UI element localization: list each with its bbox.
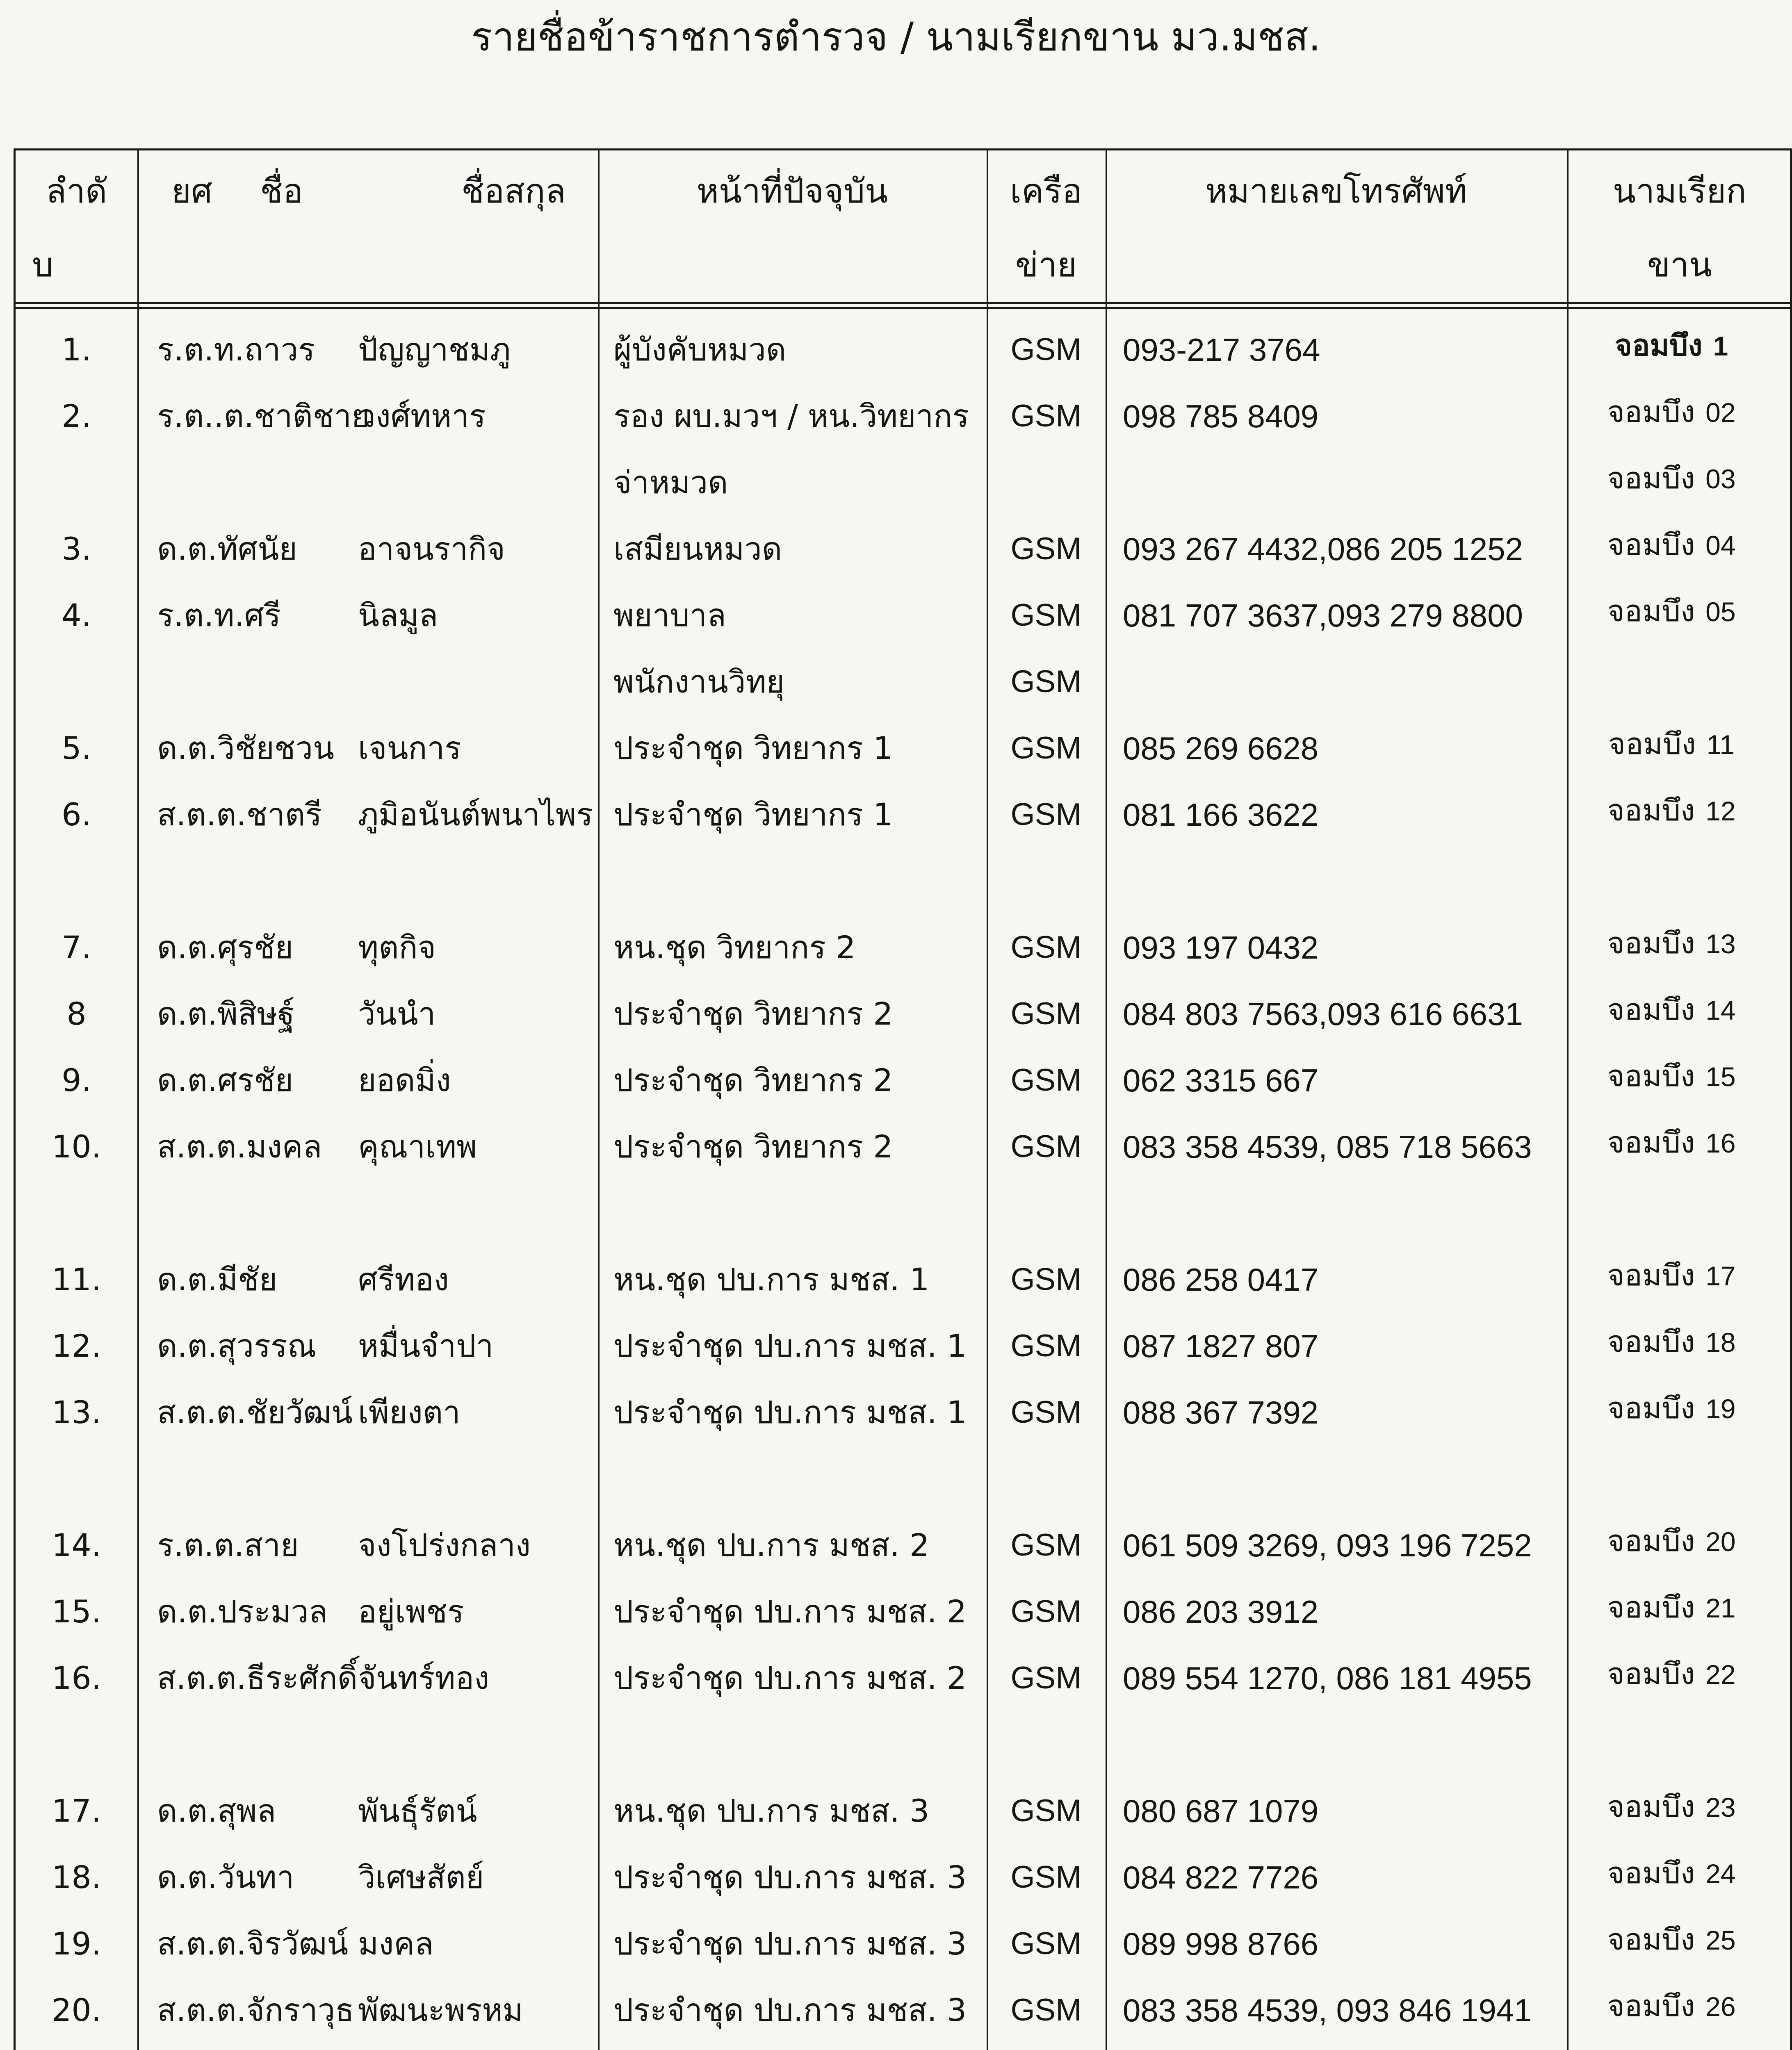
table-row — [16, 1578, 1790, 1645]
duty: ประจำชุด วิทยากร 1 — [613, 730, 893, 766]
callsign-word: จอมบึง — [1607, 461, 1695, 495]
header-callsign-line2: ขาน — [1647, 246, 1712, 285]
network: GSM — [1010, 731, 1082, 765]
callsign-number: 11 — [1706, 729, 1735, 760]
header-callsign-line1: นามเรียก — [1613, 172, 1746, 211]
phone-number: 081 166 3622 — [1123, 797, 1319, 833]
phone-number: 093 267 4432,086 205 1252 — [1123, 531, 1523, 567]
duty: หน.ชุด ปบ.การ มชส. 3 — [613, 1793, 930, 1829]
last-name: จงโปร่งกลาง — [358, 1527, 531, 1563]
row-number — [16, 649, 137, 715]
phone-number: 080 687 1079 — [1123, 1793, 1319, 1829]
callsign — [1567, 1578, 1776, 1645]
network: GSM — [1010, 1993, 1082, 2027]
header-order-line2: บ — [32, 246, 54, 285]
rank-first-name: ส.ต.ต.ชาตรี — [157, 796, 322, 833]
network: GSM — [1010, 332, 1082, 367]
callsign-word: จอมบึง — [1607, 527, 1695, 562]
callsign-word: จอมบึง — [1607, 1125, 1695, 1159]
callsign-word: จอมบึง — [1607, 1590, 1695, 1624]
row-number: 5. — [62, 730, 91, 766]
callsign-number: 02 — [1705, 397, 1736, 428]
callsign-word: จอมบึง — [1607, 394, 1695, 429]
row-number: 9. — [62, 1062, 91, 1098]
table-row — [16, 649, 1790, 715]
phone-number: 084 803 7563,093 616 6631 — [1123, 996, 1523, 1032]
network: GSM — [1010, 996, 1082, 1031]
duty: รอง ผบ.มวฯ / หน.วิทยากร — [613, 398, 969, 434]
last-name: ยอดมิ่ง — [358, 1062, 451, 1098]
row-number: 13. — [52, 1394, 101, 1430]
duty: พยาบาล — [613, 597, 726, 633]
rank-first-name: ด.ต.มีชัย — [157, 1261, 278, 1298]
callsign — [1567, 1512, 1776, 1578]
row-number — [16, 449, 137, 516]
callsign-number: 26 — [1705, 1991, 1736, 2022]
duty: ประจำชุด ปบ.การ มชส. 2 — [613, 1593, 967, 1630]
last-name: วันนำ — [358, 995, 436, 1032]
row-number: 16. — [52, 1660, 101, 1696]
network: GSM — [1010, 1063, 1082, 1098]
row-number: 8 — [66, 995, 87, 1032]
callsign-word: จอมบึง — [1607, 1059, 1695, 1093]
phone-number: 081 707 3637,093 279 8800 — [1123, 597, 1523, 633]
network: GSM — [1010, 1926, 1082, 1961]
rank-first-name: ส.ต.ต.จักราวุธ — [157, 1992, 354, 2028]
callsign — [1567, 914, 1776, 981]
callsign-word: จอมบึง — [1607, 594, 1695, 628]
rank-first-name: ด.ต.ประมวล — [157, 1593, 328, 1630]
callsign — [1567, 1911, 1776, 1977]
table-row — [16, 317, 1790, 383]
last-name: พัฒนะพรหม — [358, 1992, 523, 2028]
callsign-word: จอมบึง — [1614, 328, 1703, 362]
network: GSM — [1010, 598, 1082, 633]
phone-number: 087 1827 807 — [1123, 1328, 1319, 1364]
network: GSM — [1010, 399, 1082, 433]
network: GSM — [1010, 1528, 1082, 1563]
callsign-number: 21 — [1705, 1593, 1736, 1623]
header-order-line1: ลำดั — [46, 172, 107, 211]
last-name: มงคล — [358, 1925, 434, 1962]
rank-first-name: ด.ต.สุวรรณ — [157, 1328, 317, 1364]
callsign — [1567, 449, 1776, 516]
callsign-word: จอมบึง — [1607, 1524, 1695, 1558]
row-number: 17. — [52, 1793, 101, 1829]
callsign-number: 14 — [1705, 995, 1736, 1025]
last-name: อยู่เพชร — [358, 1593, 464, 1630]
row-number: 10. — [52, 1128, 101, 1165]
callsign-word: จอมบึง — [1607, 793, 1695, 827]
callsign — [1567, 383, 1776, 449]
duty: ประจำชุด วิทยากร 2 — [613, 1062, 893, 1098]
callsign-number: 17 — [1705, 1261, 1736, 1291]
callsign-number: 20 — [1705, 1526, 1736, 1557]
rank-first-name: ร.ต..ต.ชาติชาย — [157, 398, 370, 434]
row-number: 12. — [52, 1328, 101, 1364]
callsign-word: จอมบึง — [1607, 926, 1695, 960]
callsign-word: จอมบึง — [1607, 1258, 1695, 1292]
callsign-number: 12 — [1705, 796, 1736, 826]
callsign — [1567, 1379, 1776, 1446]
row-number: 14. — [52, 1527, 101, 1563]
last-name — [358, 649, 604, 715]
row-number: 11. — [52, 1261, 101, 1298]
callsign — [1567, 781, 1776, 848]
network: GSM — [1010, 1328, 1082, 1363]
last-name: ปัญญาชมภู — [358, 331, 511, 368]
header-last: ชื่อสกุล — [461, 172, 566, 211]
header-divider — [16, 302, 1790, 304]
network: GSM — [1010, 930, 1082, 965]
row-number: 2. — [62, 398, 91, 434]
duty: เสมียนหมวด — [613, 531, 782, 567]
callsign — [1567, 1246, 1776, 1313]
callsign-word: จอมบึง — [1607, 1922, 1695, 1957]
row-number: 7. — [62, 929, 91, 966]
network: GSM — [1010, 1129, 1082, 1164]
phone-number: 085 269 6628 — [1123, 730, 1319, 766]
network: GSM — [1010, 1660, 1082, 1695]
rank-first-name: ร.ต.ท.ถาวร — [157, 331, 315, 368]
network: GSM — [1010, 797, 1082, 832]
phone-number: 086 203 3912 — [1123, 1594, 1319, 1630]
rank-first-name: ส.ต.ต.จิรวัฒน์ — [157, 1925, 349, 1962]
duty: หน.ชุด วิทยากร 2 — [613, 929, 856, 966]
duty: ประจำชุด ปบ.การ มชส. 3 — [613, 1925, 967, 1962]
last-name: นิลมูล — [358, 597, 438, 633]
table-row — [16, 914, 1790, 981]
callsign-word: จอมบึง — [1607, 992, 1695, 1027]
callsign — [1567, 317, 1776, 383]
last-name: คุณาเทพ — [358, 1128, 477, 1165]
duty: ประจำชุด ปบ.การ มชส. 3 — [613, 1992, 967, 2028]
callsign-word: จอมบึง — [1607, 1391, 1695, 1425]
phone-number: 061 509 3269, 093 196 7252 — [1123, 1527, 1532, 1563]
table-row — [16, 383, 1790, 449]
header-rank: ยศ — [171, 172, 213, 211]
callsign-number: 13 — [1705, 929, 1736, 959]
table-row — [16, 1246, 1790, 1313]
callsign — [1567, 582, 1776, 649]
table-row — [16, 715, 1790, 781]
callsign-number: 23 — [1705, 1792, 1736, 1822]
phone-number: 089 998 8766 — [1123, 1926, 1319, 1962]
phone-number: 083 358 4539, 085 718 5663 — [1123, 1129, 1532, 1165]
rank-first-name: ด.ต.วันทา — [157, 1859, 294, 1895]
duty: ประจำชุด ปบ.การ มชส. 1 — [613, 1394, 967, 1430]
callsign-number: 22 — [1705, 1659, 1736, 1690]
callsign — [1567, 1778, 1776, 1844]
network: GSM — [1010, 1262, 1082, 1297]
table-row — [16, 1047, 1790, 1114]
table-row — [16, 582, 1790, 649]
duty: ประจำชุด วิทยากร 2 — [613, 995, 893, 1032]
header-name — [171, 150, 594, 302]
table-row — [16, 981, 1790, 1047]
phone-number: 098 785 8409 — [1123, 398, 1319, 434]
network: GSM — [1010, 664, 1082, 699]
callsign — [1567, 1977, 1776, 2043]
callsign-number: 1 — [1713, 331, 1728, 361]
table-row — [16, 1778, 1790, 1844]
callsign-number: 05 — [1705, 597, 1736, 627]
last-name: ทุตกิจ — [358, 929, 436, 966]
table-row — [16, 449, 1790, 516]
callsign — [1567, 516, 1776, 582]
rank-first-name: ร.ต.ต.สาย — [157, 1527, 299, 1563]
phone-number: 062 3315 667 — [1123, 1062, 1319, 1098]
callsign-number: 24 — [1705, 1859, 1736, 1889]
rank-first-name: ด.ต.สุพล — [157, 1793, 276, 1829]
network: GSM — [1010, 1594, 1082, 1629]
table-row — [16, 1512, 1790, 1578]
rank-first-name: ด.ต.ทัศนัย — [157, 531, 297, 567]
duty: พนักงานวิทยุ — [613, 663, 785, 700]
last-name: อาจนรากิจ — [358, 531, 505, 567]
header-network-line2: ข่าย — [1015, 246, 1077, 285]
rank-first-name: ด.ต.ศุรชัย — [157, 929, 294, 966]
callsign — [1567, 981, 1776, 1047]
callsign-number: 19 — [1705, 1394, 1736, 1424]
phone-number: 093 197 0432 — [1123, 929, 1319, 966]
row-number: 15. — [52, 1593, 101, 1630]
callsign-word: จอมบึง — [1607, 1789, 1695, 1824]
callsign — [1567, 1645, 1776, 1711]
table-row — [16, 781, 1790, 848]
callsign — [1567, 649, 1776, 715]
phone-number: 089 554 1270, 086 181 4955 — [1123, 1660, 1532, 1696]
row-number: 4. — [62, 597, 91, 633]
header-divider — [16, 307, 1790, 309]
last-name: จันทร์ทอง — [358, 1660, 490, 1696]
row-number: 1. — [62, 331, 91, 368]
duty: ประจำชุด ปบ.การ มชส. 3 — [613, 1859, 967, 1895]
network: GSM — [1010, 1395, 1082, 1430]
callsign — [1567, 715, 1776, 781]
last-name: วงศ์ทหาร — [358, 398, 486, 434]
rank-first-name: ด.ต.พิสิษฐ์ — [157, 995, 295, 1032]
callsign-number: 04 — [1705, 530, 1736, 560]
last-name: เจนการ — [358, 730, 461, 766]
header-network — [987, 150, 1106, 302]
rank-first-name: ร.ต.ท.ศรี — [157, 597, 281, 633]
last-name: วิเศษสัตย์ — [358, 1859, 484, 1895]
rank-first-name: ด.ต.วิชัยชวน — [157, 730, 335, 766]
header-phone: หมายเลขโทรศัพท์ — [1205, 172, 1467, 211]
callsign-word: จอมบึง — [1607, 1324, 1695, 1359]
callsign-number: 16 — [1705, 1128, 1736, 1158]
callsign — [1567, 1114, 1776, 1180]
callsign-number: 25 — [1705, 1925, 1736, 1955]
callsign-word: จอมบึง — [1608, 727, 1696, 761]
network: GSM — [1010, 1793, 1082, 1828]
row-number: 19. — [52, 1925, 101, 1962]
phone-number: 088 367 7392 — [1123, 1394, 1319, 1430]
duty: ประจำชุด ปบ.การ มชส. 2 — [613, 1660, 967, 1696]
last-name: พันธุ์รัตน์ — [358, 1793, 477, 1829]
last-name: ศรีทอง — [358, 1261, 449, 1298]
duty: ประจำชุด วิทยากร 2 — [613, 1128, 893, 1165]
header-duty: หน้าที่ปัจจุบัน — [696, 172, 888, 211]
callsign-word: จอมบึง — [1607, 1988, 1695, 2023]
phone-number: 093-217 3764 — [1123, 332, 1320, 368]
network: GSM — [1010, 531, 1082, 566]
header-network-line1: เครือ — [1010, 172, 1083, 211]
rank-first-name — [157, 649, 350, 715]
row-number: 3. — [62, 531, 91, 567]
duty: ผู้บังคับหมวด — [613, 331, 787, 368]
header-first: ชื่อ — [260, 172, 303, 211]
table-row — [16, 1114, 1790, 1180]
duty: หน.ชุด ปบ.การ มชส. 2 — [613, 1527, 930, 1563]
duty: ประจำชุด วิทยากร 1 — [613, 796, 893, 833]
rank-first-name: ด.ต.ศรชัย — [157, 1062, 294, 1098]
callsign-word: จอมบึง — [1607, 1856, 1695, 1890]
table-row — [16, 1977, 1790, 2043]
callsign-number: 03 — [1705, 464, 1736, 494]
duty: หน.ชุด ปบ.การ มชส. 1 — [613, 1261, 930, 1298]
phone-number — [1123, 649, 1578, 715]
phone-number: 083 358 4539, 093 846 1941 — [1123, 1992, 1532, 2028]
callsign — [1567, 1047, 1776, 1114]
table-row — [16, 1844, 1790, 1911]
row-number: 20. — [52, 1992, 101, 2028]
callsign-number: 18 — [1705, 1327, 1736, 1358]
row-number: 18. — [52, 1859, 101, 1895]
last-name: หมื่นจำปา — [358, 1328, 494, 1364]
last-name: ภูมิอนันต์พนาไพร — [358, 796, 593, 833]
roster-table — [14, 148, 1792, 2050]
network: GSM — [1010, 1860, 1082, 1895]
header-order — [16, 150, 137, 302]
callsign — [1567, 1844, 1776, 1911]
page-title: รายชื่อข้าราชการตำรวจ / นามเรียกขาน มว.มชส. — [471, 14, 1321, 60]
row-number: 6. — [62, 796, 91, 833]
phone-number: 084 822 7726 — [1123, 1859, 1319, 1895]
phone-number — [1123, 449, 1578, 516]
phone-number: 086 258 0417 — [1123, 1262, 1319, 1298]
callsign-number: 15 — [1705, 1061, 1736, 1092]
header-callsign — [1567, 150, 1792, 302]
table-row — [16, 516, 1790, 582]
rank-first-name: ส.ต.ต.มงคล — [157, 1128, 322, 1165]
last-name: เพียงตา — [358, 1394, 461, 1430]
rank-first-name: ส.ต.ต.ธีระศักดิ์ — [157, 1660, 358, 1696]
duty: จ่าหมวด — [613, 464, 728, 501]
callsign — [1567, 1313, 1776, 1379]
table-row — [16, 1313, 1790, 1379]
last-name — [358, 449, 604, 516]
duty: ประจำชุด ปบ.การ มชส. 1 — [613, 1328, 967, 1364]
rank-first-name: ส.ต.ต.ชัยวัฒน์ — [157, 1394, 353, 1430]
rank-first-name — [157, 449, 350, 516]
table-row — [16, 1379, 1790, 1446]
table-row — [16, 1645, 1790, 1711]
table-row — [16, 1911, 1790, 1977]
callsign-word: จอมบึง — [1607, 1656, 1695, 1691]
network — [987, 449, 1106, 516]
